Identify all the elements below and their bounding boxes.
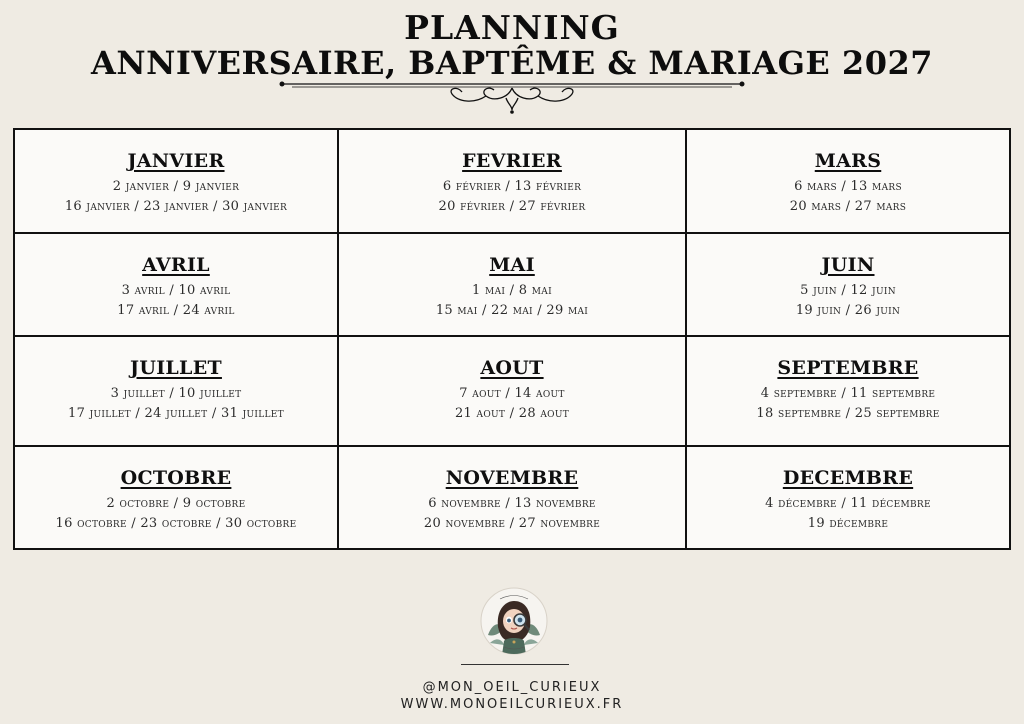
month-dates-line-1: 1 mai / 8 mai <box>472 283 552 298</box>
month-title: OCTOBRE <box>120 467 232 489</box>
month-dates-line-2: 17 avril / 24 avril <box>117 303 235 318</box>
month-dates-line-1: 2 janvier / 9 janvier <box>112 179 240 194</box>
month-cell-juillet <box>15 337 339 447</box>
month-title: AOUT <box>480 357 544 379</box>
avatar-logo-icon <box>480 587 548 655</box>
month-dates-line-2: 20 mars / 27 mars <box>789 199 907 214</box>
month-dates-line-1: 3 avril / 10 avril <box>121 283 231 298</box>
footer-divider <box>461 664 569 665</box>
month-dates-line-2: 20 février / 27 février <box>438 199 586 214</box>
month-dates-line-1: 2 octobre / 9 octobre <box>106 496 246 511</box>
month-cell-mai <box>339 234 687 337</box>
month-dates-line-2: 16 janvier / 23 janvier / 30 janvier <box>64 199 288 214</box>
month-cell-mars <box>687 130 1009 234</box>
month-dates-line-2: 17 juillet / 24 juillet / 31 juillet <box>68 406 284 421</box>
month-cell-decembre <box>687 447 1009 548</box>
month-title: FEVRIER <box>462 150 562 172</box>
month-dates-line-2: 16 octobre / 23 octobre / 30 octobre <box>55 516 297 531</box>
social-handle: @MON_OEIL_CURIEUX <box>422 680 602 695</box>
month-title: NOVEMBRE <box>445 467 579 489</box>
month-cell-juin <box>687 234 1009 337</box>
month-title: JANVIER <box>127 150 225 172</box>
month-dates-line-2: 20 novembre / 27 novembre <box>423 516 601 531</box>
month-title: DECEMBRE <box>782 467 914 489</box>
month-cell-octobre <box>15 447 339 548</box>
month-title: MAI <box>489 254 535 276</box>
website-url: WWW.MONOEILCURIEUX.FR <box>400 697 624 712</box>
month-dates-line-2: 19 juin / 26 juin <box>795 303 901 318</box>
month-cell-fevrier <box>339 130 687 234</box>
month-dates-line-1: 7 aout / 14 aout <box>459 386 565 401</box>
calendar-grid <box>13 128 1011 550</box>
month-dates-line-2: 18 septembre / 25 septembre <box>756 406 940 421</box>
month-dates-line-1: 3 juillet / 10 juillet <box>110 386 242 401</box>
page-subtitle: ANNIVERSAIRE, BAPTÊME & MARIAGE 2027 <box>91 44 933 82</box>
month-title: MARS <box>814 150 882 172</box>
month-dates-line-2: 15 mai / 22 mai / 29 mai <box>435 303 589 318</box>
month-cell-janvier <box>15 130 339 234</box>
month-title: JUIN <box>821 254 875 276</box>
month-cell-aout <box>339 337 687 447</box>
month-dates-line-1: 4 septembre / 11 septembre <box>760 386 936 401</box>
month-dates-line-1: 6 mars / 13 mars <box>794 179 902 194</box>
month-cell-novembre <box>339 447 687 548</box>
month-dates-line-1: 6 février / 13 février <box>442 179 582 194</box>
ornament-divider-icon <box>262 76 762 116</box>
month-title: AVRIL <box>142 254 210 276</box>
page-title: PLANNING <box>404 8 620 47</box>
month-title: JUILLET <box>130 357 222 379</box>
month-dates-line-2: 19 décembre <box>807 516 889 531</box>
month-title: SEPTEMBRE <box>777 357 919 379</box>
month-cell-avril <box>15 234 339 337</box>
month-dates-line-1: 6 novembre / 13 novembre <box>428 496 596 511</box>
month-cell-septembre <box>687 337 1009 447</box>
month-dates-line-1: 5 juin / 12 juin <box>800 283 896 298</box>
month-dates-line-1: 4 décembre / 11 décembre <box>765 496 931 511</box>
month-dates-line-2: 21 aout / 28 aout <box>454 406 570 421</box>
